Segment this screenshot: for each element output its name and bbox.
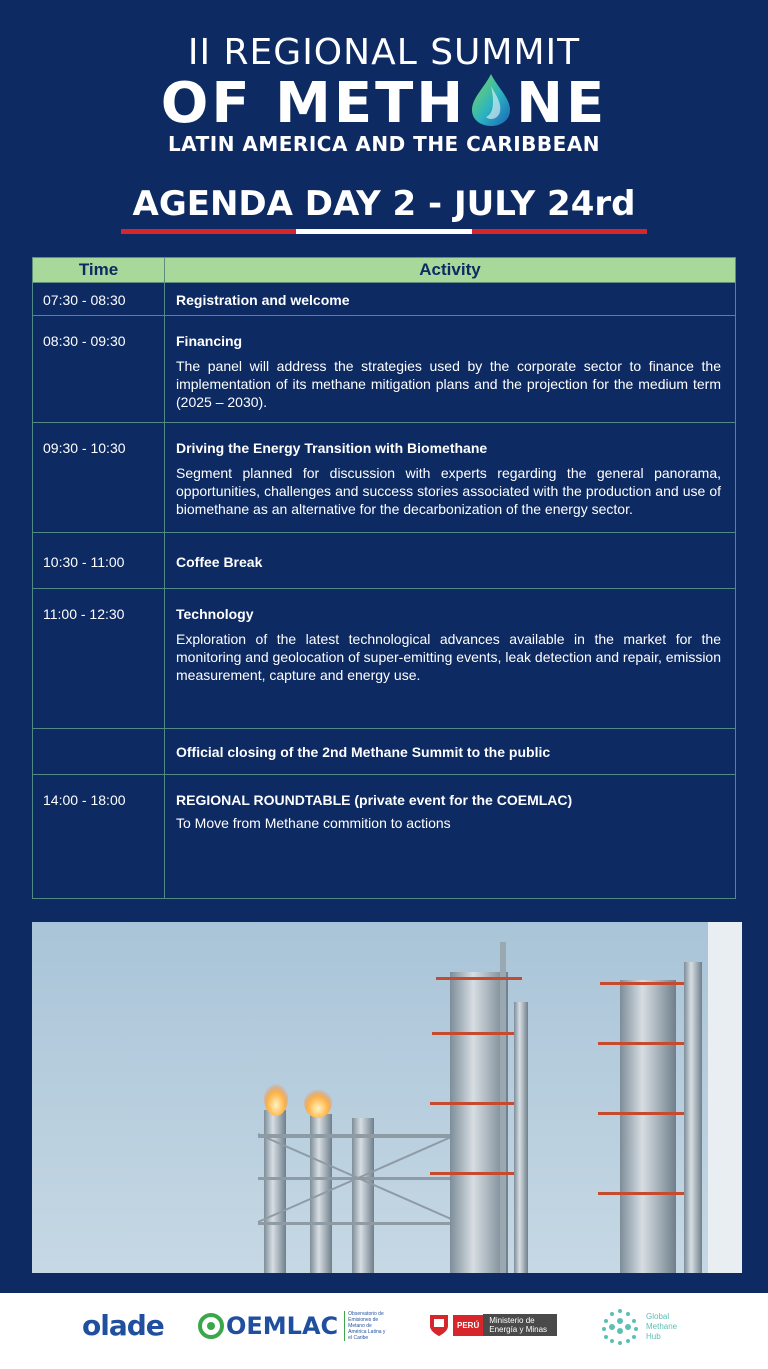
activity-description: Segment planned for discussion with experts regarding the general panorama, opportunities, challenges and success stories associated with the production and use of biomethane as an alternative for the decarbonization of the energy sector. — [176, 465, 721, 517]
row-activity — [165, 316, 736, 423]
olade-logo — [82, 1309, 164, 1342]
row-time: 08:30 - 09:30 — [33, 316, 165, 423]
row-time: 11:00 - 12:30 — [33, 589, 165, 729]
gmh-word-2: Methane — [646, 1322, 678, 1331]
gmh-word-1: Global — [646, 1312, 670, 1321]
underline-red-right — [472, 229, 647, 234]
minem-label: Ministerio de Energía y Minas — [483, 1314, 557, 1336]
minem-logo — [428, 1313, 557, 1337]
table-header-row — [33, 258, 736, 283]
row-activity — [165, 589, 736, 729]
activity-description: To Move from Methane commition to actions — [176, 815, 451, 831]
table-row — [33, 283, 736, 316]
global-methane-hub-logo — [600, 1305, 677, 1349]
peru-shield-icon — [428, 1313, 450, 1337]
activity-description: The panel will address the strategies used by the corporate sector to finance the implementation of its methane mitigation plans and the projection for the medium term (2025 – 2030). — [176, 358, 721, 410]
activity-title: Driving the Energy Transition with Biomethane — [176, 440, 488, 456]
row-time: 10:30 - 11:00 — [33, 533, 165, 589]
row-time: 14:00 - 18:00 — [33, 775, 165, 899]
title-part-2: NE — [516, 71, 608, 136]
oemlac-globe-icon — [198, 1313, 224, 1339]
row-time — [33, 729, 165, 775]
underline-white — [296, 229, 471, 234]
summit-title-line2 — [0, 72, 768, 136]
activity-header: Activity — [165, 258, 736, 283]
row-activity — [165, 423, 736, 533]
agenda-table — [32, 257, 736, 899]
activity-title: Technology — [176, 606, 254, 622]
oemlac-subtitle: Observatorio de Emisiones de Metano de América Latina y el Caribe — [344, 1311, 388, 1341]
activity-title: Official closing of the 2nd Methane Summit to the public — [176, 744, 551, 760]
row-activity — [165, 283, 736, 316]
olade-wordmark: olade — [82, 1309, 164, 1342]
row-time: 09:30 - 10:30 — [33, 423, 165, 533]
gmh-dots-icon — [600, 1305, 640, 1349]
row-activity — [165, 729, 736, 775]
activity-description: Exploration of the latest technological advances available in the market for the monitoring and geolocation of super-emitting events, leak detection and repair, emission measurement, capture and energy use. — [176, 631, 721, 683]
footer-logos — [0, 1293, 768, 1369]
oemlac-wordmark: OEMLAC — [226, 1312, 339, 1340]
underline-red-left — [121, 229, 296, 234]
table-row — [33, 316, 736, 423]
summit-subtitle: LATIN AMERICA AND THE CARIBBEAN — [167, 132, 601, 156]
row-activity — [165, 533, 736, 589]
time-header: Time — [33, 258, 165, 283]
row-time: 07:30 - 08:30 — [33, 283, 165, 316]
table-row — [33, 533, 736, 589]
oemlac-logo — [198, 1311, 388, 1341]
peru-label: PERÚ — [453, 1315, 483, 1336]
agenda-underline — [121, 229, 647, 234]
row-activity — [165, 775, 736, 899]
refinery-photo — [32, 922, 742, 1273]
title-part-1: OF METH — [160, 71, 467, 136]
table-row — [33, 729, 736, 775]
activity-title: REGIONAL ROUNDTABLE (private event for the COEMLAC) — [176, 792, 573, 808]
activity-title: Financing — [176, 333, 243, 349]
activity-title: Coffee Break — [176, 554, 263, 570]
methane-drop-icon — [468, 72, 514, 128]
activity-title: Registration and welcome — [176, 292, 350, 308]
summit-title-line1: II REGIONAL SUMMIT — [187, 32, 581, 73]
table-row — [33, 589, 736, 729]
table-row — [33, 775, 736, 899]
table-row — [33, 423, 736, 533]
gmh-wordmark — [646, 1312, 677, 1342]
agenda-title: AGENDA DAY 2 - JULY 24rd — [132, 184, 636, 224]
gmh-word-3: Hub — [646, 1332, 661, 1341]
